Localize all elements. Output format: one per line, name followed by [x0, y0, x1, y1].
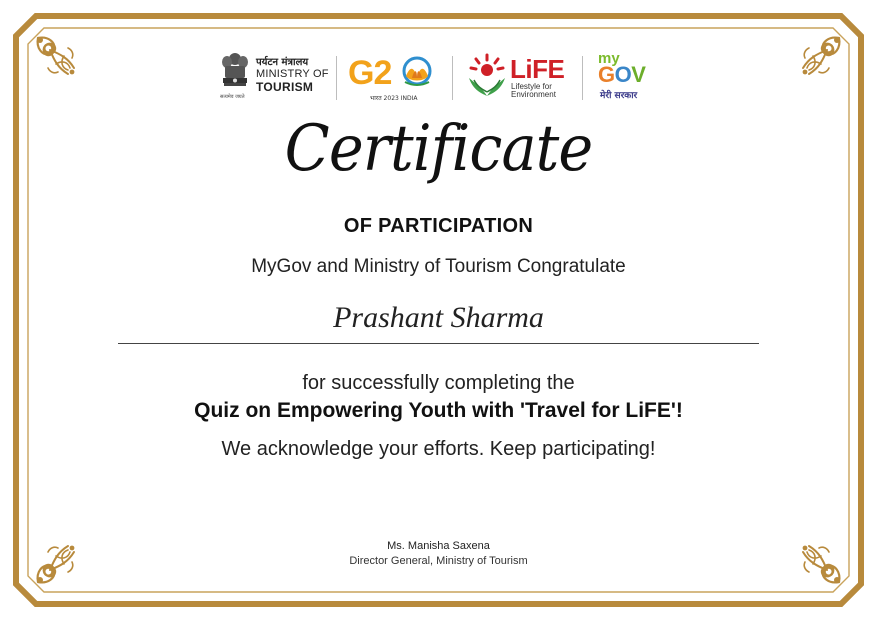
g20-logo: [348, 50, 440, 106]
g20-letter-g: G: [348, 54, 374, 92]
emblem-motto: सत्यमेव जयते: [220, 94, 245, 100]
ashoka-emblem-icon: [218, 50, 252, 94]
ministry-of-tourism-logo: [218, 50, 330, 106]
lotus-globe-icon: [400, 56, 434, 90]
certificate-subtitle: OF PARTICIPATION: [343, 215, 534, 237]
name-underline: [118, 343, 759, 344]
mygov-hindi-tagline: मेरी सरकार: [600, 91, 638, 101]
logo-divider: [336, 56, 337, 100]
logo-divider: [582, 56, 583, 100]
recipient-name: Prashant Sharma: [333, 301, 544, 334]
signatory-name: Ms. Manisha Saxena: [387, 540, 490, 552]
sun-hands-icon: [466, 52, 508, 98]
life-tagline-line1: Lifestyle for: [511, 82, 552, 91]
acknowledgement-line: We acknowledge your efforts. Keep participating!: [221, 438, 656, 460]
g20-subtitle: भारत 2023 INDIA: [370, 95, 418, 102]
mygov-letter-o: O: [614, 62, 632, 87]
certificate-title: Certificate: [284, 112, 593, 186]
tourism-label-line1: MINISTRY OF: [256, 68, 329, 80]
logo-bar: [0, 50, 877, 110]
mygov-letter-g: G: [598, 62, 615, 87]
tourism-hindi-label: पर्यटन मंत्रालय: [256, 57, 309, 68]
presenter-line: MyGov and Ministry of Tourism Congratulate: [251, 256, 626, 277]
mygov-my-text: my: [598, 50, 620, 67]
g20-digit-2: 2: [373, 54, 392, 92]
life-logo: [466, 50, 568, 106]
life-tagline-line2: Environment: [511, 90, 556, 99]
tourism-label-line2: TOURISM: [256, 80, 314, 94]
life-wordmark: LiFE: [510, 54, 565, 84]
signatory-title: Director General, Ministry of Tourism: [349, 555, 528, 567]
completion-line: for successfully completing the: [302, 372, 575, 394]
logo-divider: [452, 56, 453, 100]
mygov-letter-v: V: [631, 62, 646, 87]
quiz-title: Quiz on Empowering Youth with 'Travel for LiFE'!: [194, 399, 683, 422]
mygov-logo: [596, 50, 660, 106]
